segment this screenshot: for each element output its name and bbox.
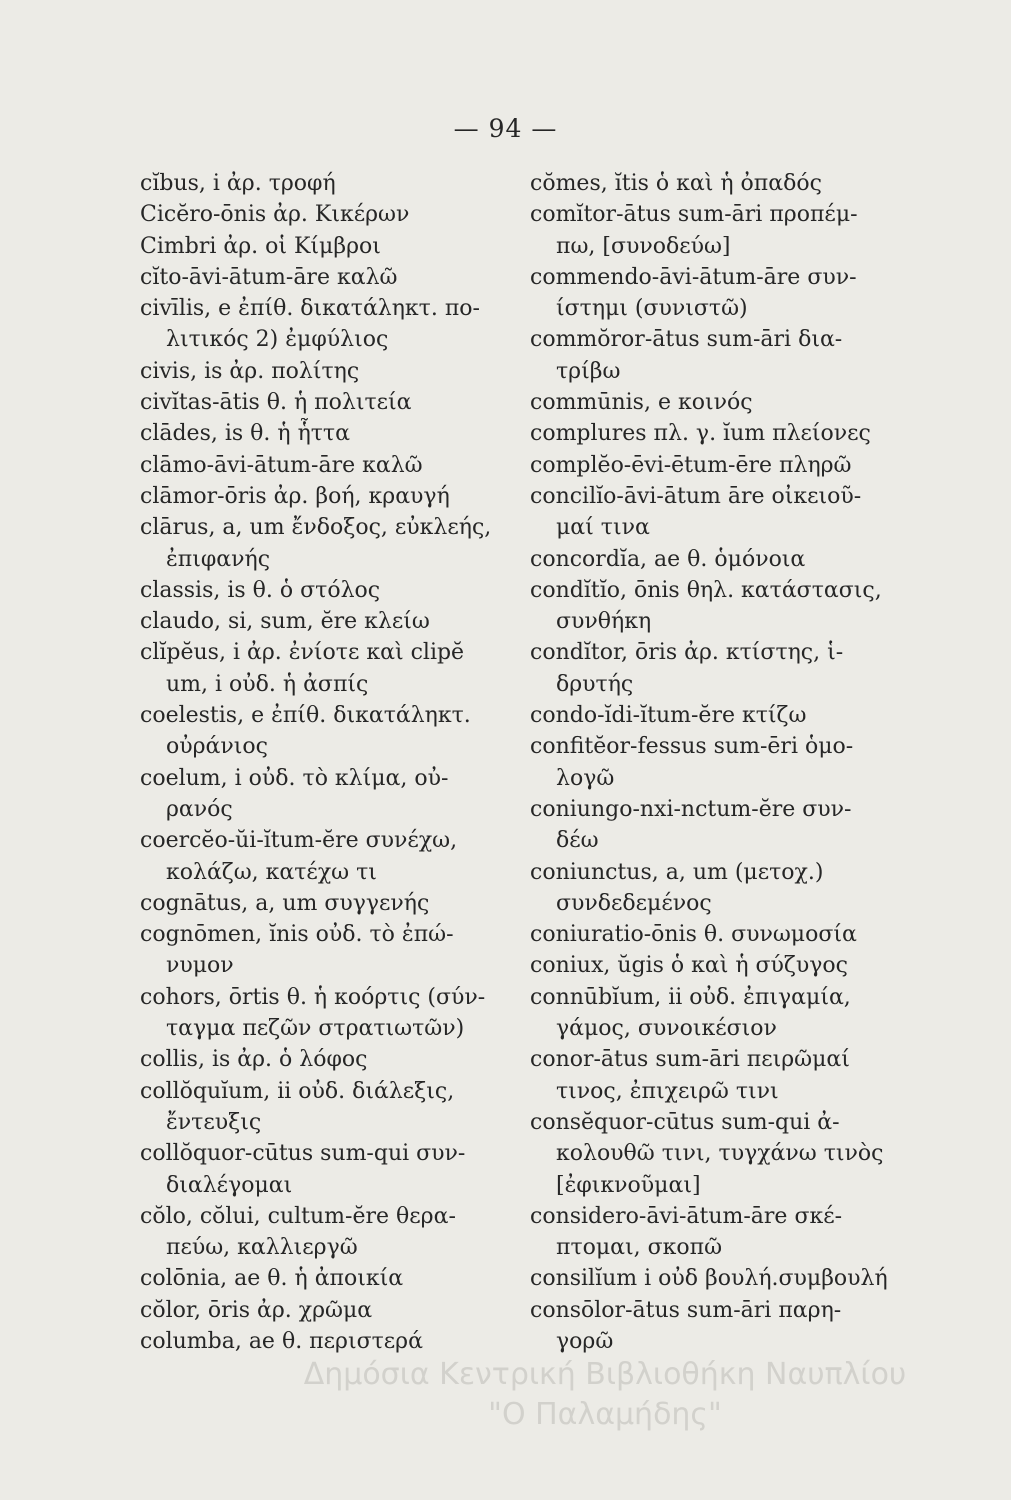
dictionary-line: colōnia, ae θ. ἡ ἀποικία [140, 1266, 404, 1292]
dictionary-line: condo-ĭdi-ĭtum-ĕre κτίζω [530, 703, 807, 729]
dictionary-line: coelestis, e ἐπίθ. δικατάληκτ. [140, 703, 471, 729]
dictionary-line: λογῶ [556, 765, 615, 791]
dictionary-line: [ἐφικνοῦμαι] [556, 1172, 701, 1198]
dictionary-line: cognātus, a, um συγγενής [140, 890, 430, 916]
dictionary-line: οὐράνιος [166, 734, 268, 760]
dictionary-line: πτομαι, σκοπῶ [556, 1235, 723, 1261]
dictionary-line: civīlis, e ἐπίθ. δικατάληκτ. πο- [140, 296, 480, 322]
dictionary-line: collŏquor-cūtus sum-qui συν- [140, 1141, 466, 1167]
dictionary-line: clādes, is θ. ἡ ἧττα [140, 421, 350, 447]
dictionary-line: consilĭum i οὐδ βουλή.συμβουλή [530, 1266, 888, 1292]
dictionary-line: clāmo-āvi-ātum-āre καλῶ [140, 452, 423, 478]
dictionary-line: γορῶ [556, 1328, 614, 1354]
dictionary-line: cĭbus, i ἀρ. τροφή [140, 171, 336, 196]
library-watermark [225, 1355, 985, 1435]
dictionary-line: συνδεδεμένος [556, 890, 712, 916]
dictionary-line: τρίβω [556, 358, 621, 384]
dictionary-line: concordĭa, ae θ. ὁμόνοια [530, 546, 806, 572]
dictionary-line: conor-ātus sum-āri πειρῶμαί [530, 1047, 850, 1073]
dictionary-line: ρανός [166, 796, 233, 822]
dictionary-line: πεύω, καλλιεργῶ [166, 1235, 358, 1261]
dictionary-line: clāmor-ōris ἀρ. βοή, κραυγή [140, 483, 450, 509]
dictionary-line: um, i οὐδ. ἡ ἀσπίς [166, 671, 369, 697]
dictionary-line: διαλέγομαι [166, 1172, 293, 1198]
page-number: — 94 — [453, 114, 558, 143]
dictionary-line: consōlor-ātus sum-āri παρη- [530, 1297, 842, 1323]
dictionary-line: commŏror-ātus sum-āri δια- [530, 327, 843, 353]
dictionary-line: ταγμα πεζῶν στρατιωτῶν) [166, 1016, 465, 1042]
dictionary-line: cŏlor, ōris ἀρ. χρῶμα [140, 1297, 373, 1323]
dictionary-line: κολάζω, κατέχω τι [166, 859, 377, 885]
dictionary-line: clĭpĕus, i ἀρ. ἐνίοτε καὶ clipĕ [140, 640, 465, 666]
dictionary-line: confitĕor-fessus sum-ēri ὁμο- [530, 734, 854, 760]
dictionary-line: connūbĭum, ii οὐδ. ἐπιγαμία, [530, 984, 851, 1010]
dictionary-line: commūnis, e κοινός [530, 390, 753, 416]
dictionary-line: coniungo-nxi-nctum-ĕre συν- [530, 796, 852, 822]
dictionary-line: civĭtas-ātis θ. ἡ πολιτεία [140, 390, 412, 416]
dictionary-line: ίστημι (συνιστῶ) [556, 296, 748, 322]
dictionary-line: comĭtor-ātus sum-āri προπέμ- [530, 202, 858, 228]
dictionary-line: cŏmes, ĭtis ὁ καὶ ἡ ὀπαδός [530, 171, 822, 196]
dictionary-line: claudo, si, sum, ĕre κλείω [140, 609, 430, 635]
dictionary-line: coniux, ŭgis ὁ καὶ ἡ σύζυγος [530, 953, 848, 979]
dictionary-line: cĭto-āvi-ātum-āre καλῶ [140, 264, 398, 290]
dictionary-line: considero-āvi-ātum-āre σκέ- [530, 1203, 843, 1229]
right-column [530, 168, 930, 1357]
dictionary-line: cohors, ōrtis θ. ἡ κοόρτις (σύν- [140, 984, 486, 1010]
dictionary-line: Cimbri ἀρ. οἱ Κίμβροι [140, 233, 381, 259]
dictionary-line: collŏquĭum, ii οὐδ. διάλεξις, [140, 1078, 455, 1104]
dictionary-line: τινος, ἐπιχειρῶ τινι [556, 1078, 779, 1104]
dictionary-line: condĭtor, ōris ἀρ. κτίστης, ἱ- [530, 640, 844, 666]
dictionary-line: cognōmen, ĭnis οὐδ. τὸ ἐπώ- [140, 922, 454, 948]
dictionary-line: coercĕo-ŭi-ĭtum-ĕre συνέχω, [140, 828, 458, 854]
dictionary-line: complĕo-ēvi-ētum-ēre πληρῶ [530, 452, 852, 478]
dictionary-line: cŏlo, cŏlui, cultum-ĕre θερα- [140, 1203, 456, 1229]
dictionary-line: civis, is ἀρ. πολίτης [140, 358, 360, 384]
dictionary-line: ἔντευξις [166, 1109, 262, 1135]
dictionary-line: columba, ae θ. περιστερά [140, 1328, 423, 1354]
left-column [140, 168, 520, 1357]
watermark-line-2: "Ο Παλαμήδης" [488, 1397, 722, 1432]
dictionary-line: γάμος, συνοικέσιον [556, 1016, 777, 1042]
dictionary-line: ἐπιφανής [166, 546, 271, 572]
dictionary-line: coniunctus, a, um (μετοχ.) [530, 859, 824, 885]
dictionary-line: νυμον [166, 953, 234, 979]
dictionary-line: συνθήκη [556, 609, 652, 635]
dictionary-line: δρυτής [556, 671, 634, 697]
dictionary-line: concilĭo-āvi-ātum āre οἰκειοῦ- [530, 483, 862, 509]
watermark-line-1: Δημόσια Κεντρική Βιβλιοθήκη Ναυπλίου [303, 1357, 907, 1392]
dictionary-line: clārus, a, um ἔνδοξος, εὐκλεής, [140, 515, 492, 541]
dictionary-line: classis, is θ. ὁ στόλος [140, 577, 381, 603]
dictionary-line: Cicĕro-ōnis ἀρ. Κικέρων [140, 202, 410, 228]
dictionary-line: commendo-āvi-ātum-āre συν- [530, 264, 857, 290]
dictionary-line: λιτικός 2) ἐμφύλιος [166, 327, 389, 353]
dictionary-line: coelum, i οὐδ. τὸ κλίμα, οὐ- [140, 765, 449, 791]
dictionary-line: coniuratio-ōnis θ. συνωμοσία [530, 922, 857, 948]
dictionary-line: κολουθῶ τινι, τυγχάνω τινὸς [556, 1141, 884, 1167]
dictionary-line: πω, [συνοδεύω] [556, 233, 731, 259]
dictionary-line: collis, is ἀρ. ὁ λόφος [140, 1047, 368, 1073]
dictionary-line: μαί τινα [556, 515, 650, 541]
dictionary-line: condĭtĭo, ōnis θηλ. κατάστασις, [530, 577, 882, 603]
dictionary-line: δέω [556, 828, 599, 854]
dictionary-line: complures πλ. γ. ĭum πλείονες [530, 421, 871, 447]
dictionary-line: consĕquor-cūtus sum-qui ἀ- [530, 1109, 840, 1135]
